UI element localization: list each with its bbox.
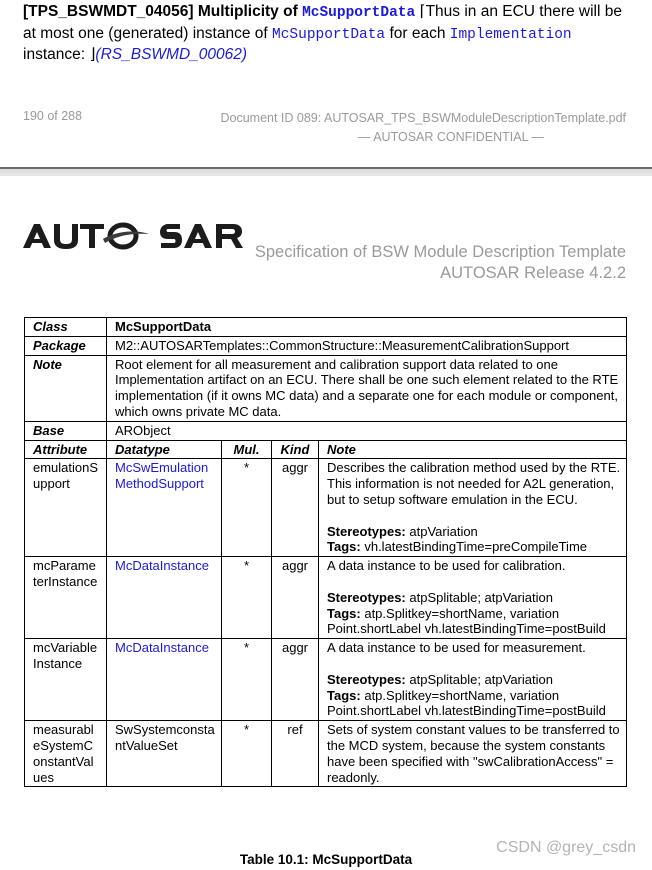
- tags-value: atp.Splitkey=shortName, variation Point.shortLabel vh.latestBindingTime=postBuild: [327, 605, 606, 637]
- package-value: M2::AUTOSARTemplates::CommonStructure::MeasurementCalibrationSupport: [107, 336, 627, 355]
- package-label: Package: [25, 336, 107, 355]
- column-header-attribute: Attribute: [25, 440, 107, 459]
- datatype-value: SwSystemconstantValueSet: [107, 721, 222, 787]
- kind: aggr: [272, 557, 319, 639]
- requirement-element-link-2[interactable]: Implementation: [449, 26, 572, 43]
- attribute-note: [319, 721, 627, 787]
- requirement-title: Multiplicity of: [197, 3, 298, 20]
- class-row: [25, 318, 627, 337]
- class-spec-table: [24, 317, 627, 787]
- requirement-element-link-1[interactable]: McSupportData: [272, 26, 386, 43]
- multiplicity: *: [222, 459, 272, 557]
- multiplicity: *: [222, 721, 272, 787]
- tags-value: vh.latestBindingTime=preCompileTime: [364, 539, 588, 555]
- column-header-row: [25, 440, 627, 459]
- stereotypes-label: Stereotypes:: [327, 671, 406, 687]
- attribute-name: emulationS upport: [25, 459, 107, 557]
- stereotypes-label: Stereotypes:: [327, 523, 406, 539]
- base-row: [25, 421, 627, 440]
- attribute-note: [319, 557, 627, 639]
- tags-label: Tags:: [327, 605, 361, 621]
- stereotypes-label: Stereotypes:: [327, 589, 406, 605]
- bracket-open-icon: ⌈: [419, 3, 426, 20]
- footer-document-info: [166, 109, 626, 147]
- release-label: AUTOSAR Release 4.2.2: [440, 264, 626, 282]
- kind: aggr: [272, 639, 319, 721]
- requirement-text-1: Thus in an ECU there will be at most one (generated) instance of: [23, 3, 622, 42]
- document-title: Specification of BSW Module Description Template: [254, 243, 626, 261]
- tags-value: atp.Splitkey=shortName, variation Point.shortLabel vh.latestBindingTime=postBuild: [327, 687, 606, 719]
- kind: aggr: [272, 459, 319, 557]
- base-label: Base: [25, 421, 107, 440]
- class-value: McSupportData: [107, 318, 627, 337]
- watermark: CSDN @grey_csdn: [496, 839, 636, 856]
- datatype-link[interactable]: McSwEmulationMethodSupport: [107, 459, 222, 557]
- stereotypes-value: atpSplitable; atpVariation: [409, 589, 553, 605]
- autosar-logo: [23, 222, 249, 250]
- attribute-name: mcParame terInstance: [25, 557, 107, 639]
- column-header-datatype: Datatype: [107, 440, 222, 459]
- document-header: [255, 242, 626, 284]
- stereotypes-value: atpSplitable; atpVariation: [409, 671, 553, 687]
- stereotypes-value: atpVariation: [409, 523, 478, 539]
- table-caption: Table 10.1: McSupportData: [239, 852, 413, 867]
- note-text: Describes the calibration method used by the RTE. This information is not needed for A2L generation, but to setup software emulation in the ECU.: [327, 460, 621, 507]
- note-row: [25, 355, 627, 421]
- page-separator: [0, 167, 652, 176]
- attribute-note: [319, 639, 627, 721]
- attribute-note: [319, 459, 627, 557]
- note-label: Note: [25, 355, 107, 421]
- tags-label: Tags:: [327, 539, 361, 555]
- attribute-name: mcVariable Instance: [25, 639, 107, 721]
- bracket-close-icon: ⌋: [89, 46, 96, 63]
- note-text: Sets of system constant values to be transferred to the MCD system, because the system constants have been specified with "swCalibrationAccess" = readonly.: [327, 722, 620, 785]
- table-row: [25, 459, 627, 557]
- note-text: A data instance to be used for calibration.: [327, 558, 566, 574]
- column-header-mul: Mul.: [222, 440, 272, 459]
- requirement-text-3: instance:: [23, 46, 86, 63]
- requirement-text-2: for each: [389, 24, 446, 42]
- requirement-paragraph: [23, 2, 631, 65]
- requirement-trace-link[interactable]: (RS_BSWMD_00062): [95, 46, 248, 63]
- requirement-title-element[interactable]: McSupportData: [302, 5, 416, 21]
- page-number: 190 of 288: [23, 109, 83, 123]
- package-row: [25, 336, 627, 355]
- datatype-link[interactable]: McDataInstance: [107, 557, 222, 639]
- footer-confidential: — AUTOSAR CONFIDENTIAL —: [357, 130, 545, 144]
- footer-document-id: Document ID 089: AUTOSAR_TPS_BSWModuleDescriptionTemplate.pdf: [220, 111, 626, 125]
- base-value: ARObject: [107, 421, 627, 440]
- table-row: [25, 639, 627, 721]
- requirement-id: [TPS_BSWMDT_04056]: [23, 3, 194, 20]
- multiplicity: *: [222, 557, 272, 639]
- datatype-link[interactable]: McDataInstance: [107, 639, 222, 721]
- class-label: Class: [25, 318, 107, 337]
- multiplicity: *: [222, 639, 272, 721]
- note-value: Root element for all measurement and calibration support data related to one Implementation artifact on an ECU. There shall be one such element related to the RTE implementation (if it owns MC data) and a separate one for each module or component, which owns private MC data.: [107, 355, 627, 421]
- column-header-kind: Kind: [272, 440, 319, 459]
- table-row: [25, 557, 627, 639]
- kind: ref: [272, 721, 319, 787]
- tags-label: Tags:: [327, 687, 361, 703]
- note-text: A data instance to be used for measurement.: [327, 640, 586, 656]
- attribute-name: measurabl eSystemC onstantVal ues: [25, 721, 107, 787]
- table-row: [25, 721, 627, 787]
- column-header-note: Note: [319, 440, 627, 459]
